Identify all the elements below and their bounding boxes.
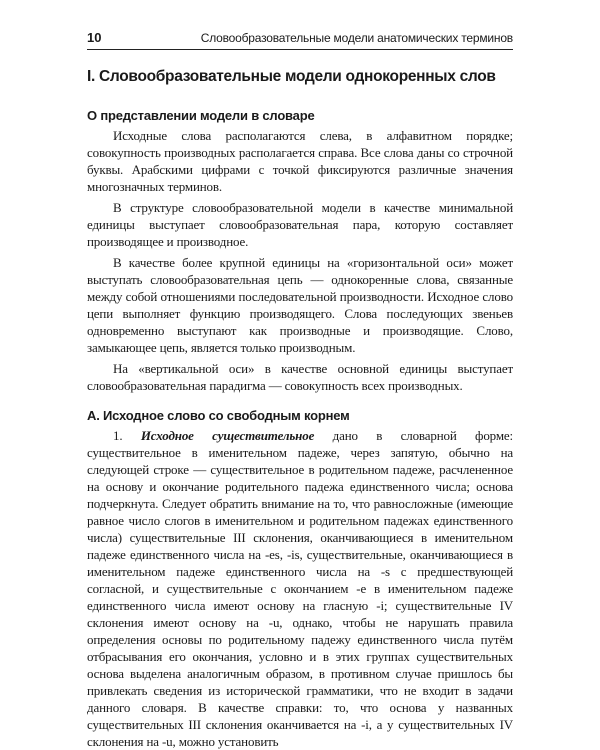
term-emphasis: Исходное существительное xyxy=(140,428,315,443)
page-number: 10 xyxy=(87,30,102,45)
section-heading-model-representation: О представлении модели в словаре xyxy=(87,108,315,123)
page xyxy=(87,30,513,750)
chapter-title: I. Словообразовательные модели однокоренных слов xyxy=(87,68,496,85)
running-header xyxy=(87,30,513,50)
paragraph-5-text: дано в словарной форме: существительное в именительном падеже, через запятую, обычно на следующей строке — существительное в родительном падеже, расчлененное на основу и окончание родительного падежа единственного числа; основа подчеркнута. Следует обратить внимание на то, что равносложные (имеющие равное число слогов в именительном и родительном падежах единственного числа) существительные III склонения, оканчивающиеся в именительном падеже единственного числа на -es, -is, существительные, оканчивающиеся в именительном падеже единственного числа на -s с предшествующей согласной, и существительные с окончанием -e в именительном падеже единственного числа имеют основу на гласную -i; существительные IV склонения имеют основу на -u, однако, чтобы не нарушать правила определения основы по родительному падежу единственного числа путём отбрасывания его окончания, условно и в этих группах существительных основа выделена аналогичным образом, в противном случае пришлось бы привлекать сведения из исторической грамматики, что не входит в задачи данного словаря. В качестве справки: то, что основа у названных существительных III склонения оканчивается на -i, а у существительных IV склонения на -u, можно установить xyxy=(87,428,513,749)
paragraph-1: Исходные слова располагаются слева, в алфавитном порядке; совокупность производных располагается справа. Все слова даны со строчной буквы. Арабскими цифрами с точкой фиксируются различные значения многозначных терминов. xyxy=(87,128,513,194)
paragraph-5 xyxy=(87,427,513,750)
section-heading-free-root: А. Исходное слово со свободным корнем xyxy=(87,408,350,423)
running-title: Словообразовательные модели анатомических терминов xyxy=(200,31,513,45)
paragraph-2: В структуре словообразовательной модели в качестве минимальной единицы выступает словообразовательная пара, которую составляет производящее и производное. xyxy=(87,200,513,249)
item-number: 1. xyxy=(113,428,141,443)
paragraph-4: На «вертикальной оси» в качестве основной единицы выступает словообразовательная парадигма — совокупность всех производных. xyxy=(87,361,513,393)
paragraph-3: В качестве более крупной единицы на «горизонтальной оси» может выступать словообразовательная цепь — однокоренные слова, связанные между собой отношениями последовательной производности. Исходное слово цепи выполняет функцию производящего. Слова последующих звеньев одновременно выступают как производные и производящие. Слово, замыкающее цепь, является только производным. xyxy=(87,255,513,355)
